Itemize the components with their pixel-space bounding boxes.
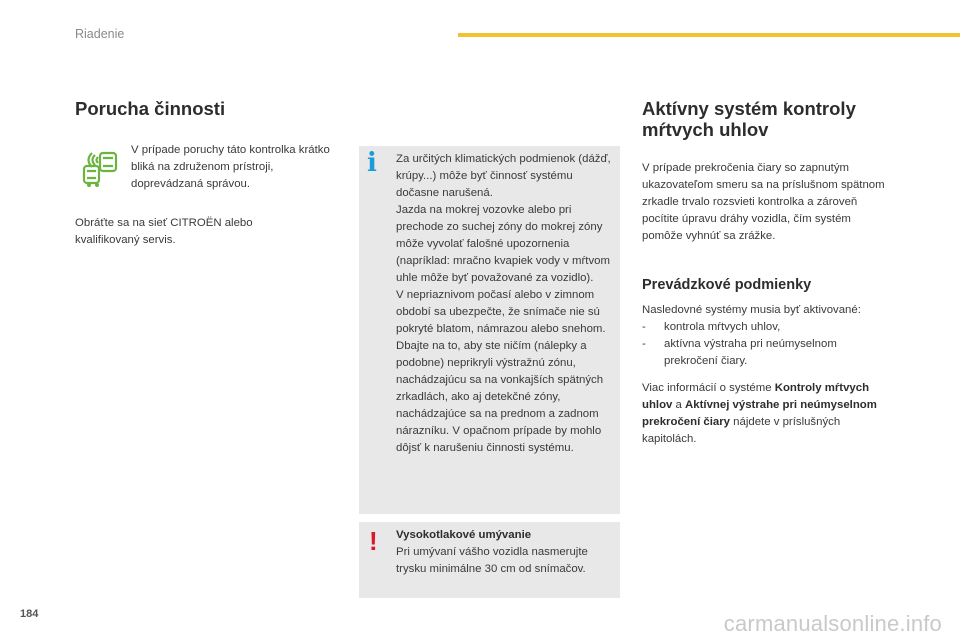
more-info-link-lane-departure: Aktívnej výstrahe pri neúmyselnom prekročení čiary: [642, 399, 877, 428]
info-paragraph-sensors: Dbajte na to, aby ste ničím (nálepky a podobne) neprikryli výstražnú zónu, nachádzajúcu sa na vonkajších spätných zrkadlách, ako aj detekčné zóny, nachádzajúce sa na prednom a zadnom nárazníku. V opačnom prípade by mohlo dôjsť k narušeniu činnosti systému.: [396, 340, 604, 454]
info-paragraph-wet-road: Jazda na mokrej vozovke alebo pri prechode zo suchej zóny do mokrej zóny môže vyvolať falošné upozornenia (napríklad: mračno kvapiek vody v mŕtvom uhle môže byť považované za vozidlo).: [396, 204, 610, 284]
more-info-prefix: Viac informácií o systéme: [642, 382, 775, 394]
watermark: carmanualsonline.info: [723, 611, 942, 636]
active-blind-spot-title: Aktívny systém kontroly mŕtvych uhlov: [642, 98, 856, 140]
more-info-conjunction: a: [672, 399, 686, 411]
list-item: - kontrola mŕtvych uhlov,: [642, 319, 892, 336]
page-number: 184: [20, 608, 39, 620]
info-paragraph-weather: Za určitých klimatických podmienok (dážď, krúpy...) môže byť činnosť systému dočasne narušená.: [396, 153, 611, 199]
warning-box: [359, 522, 620, 598]
conditions-list: [642, 319, 892, 370]
warning-icon: !: [369, 526, 378, 556]
blind-spot-warning-icon: [80, 147, 122, 189]
more-info-suffix: nájdete v príslušných kapitolách.: [642, 416, 841, 445]
info-box: [359, 146, 620, 514]
section-label: Riadenie: [75, 27, 125, 41]
list-item: - aktívna výstraha pri neúmyselnom prekročení čiary.: [642, 336, 892, 370]
warning-box-text: [396, 527, 618, 578]
active-system-intro: V prípade prekročenia čiary so zapnutým ukazovateľom smeru sa na príslušnom spätnom zrkadle trvalo rozsvieti kontrolka a zároveň pocítite úpravu dráhy vozidla, čím systém pomôže vyhnúť sa zrážke.: [642, 162, 885, 242]
info-icon: i: [367, 148, 377, 178]
operating-conditions: [642, 302, 892, 370]
more-info-link-blind-spot: Kontroly mŕtvych uhlov: [642, 382, 870, 411]
contact-service-text: Obráťte sa na sieť CITROËN alebo kvalifikovaný servis.: [75, 217, 253, 246]
fault-title: Porucha činnosti: [75, 98, 226, 119]
conditions-intro: Nasledovné systémy musia byť aktivované:: [642, 304, 861, 316]
header-accent-bar: [458, 33, 960, 37]
info-box-text: [396, 151, 618, 457]
warning-text: Pri umývaní vášho vozidla nasmerujte trysku minimálne 30 cm od snímačov.: [396, 546, 588, 575]
operating-conditions-title: Prevádzkové podmienky: [642, 277, 812, 293]
info-paragraph-winter: V nepriaznivom počasí alebo v zimnom období sa ubezpečte, že snímače nie sú pokryté blatom, námrazou alebo snehom.: [396, 289, 606, 335]
more-info-text: [642, 380, 892, 448]
warning-title: Vysokotlakové umývanie: [396, 529, 532, 541]
indicator-description: V prípade poruchy táto kontrolka krátko bliká na združenom prístroji, doprevádzaná správou.: [131, 144, 330, 190]
